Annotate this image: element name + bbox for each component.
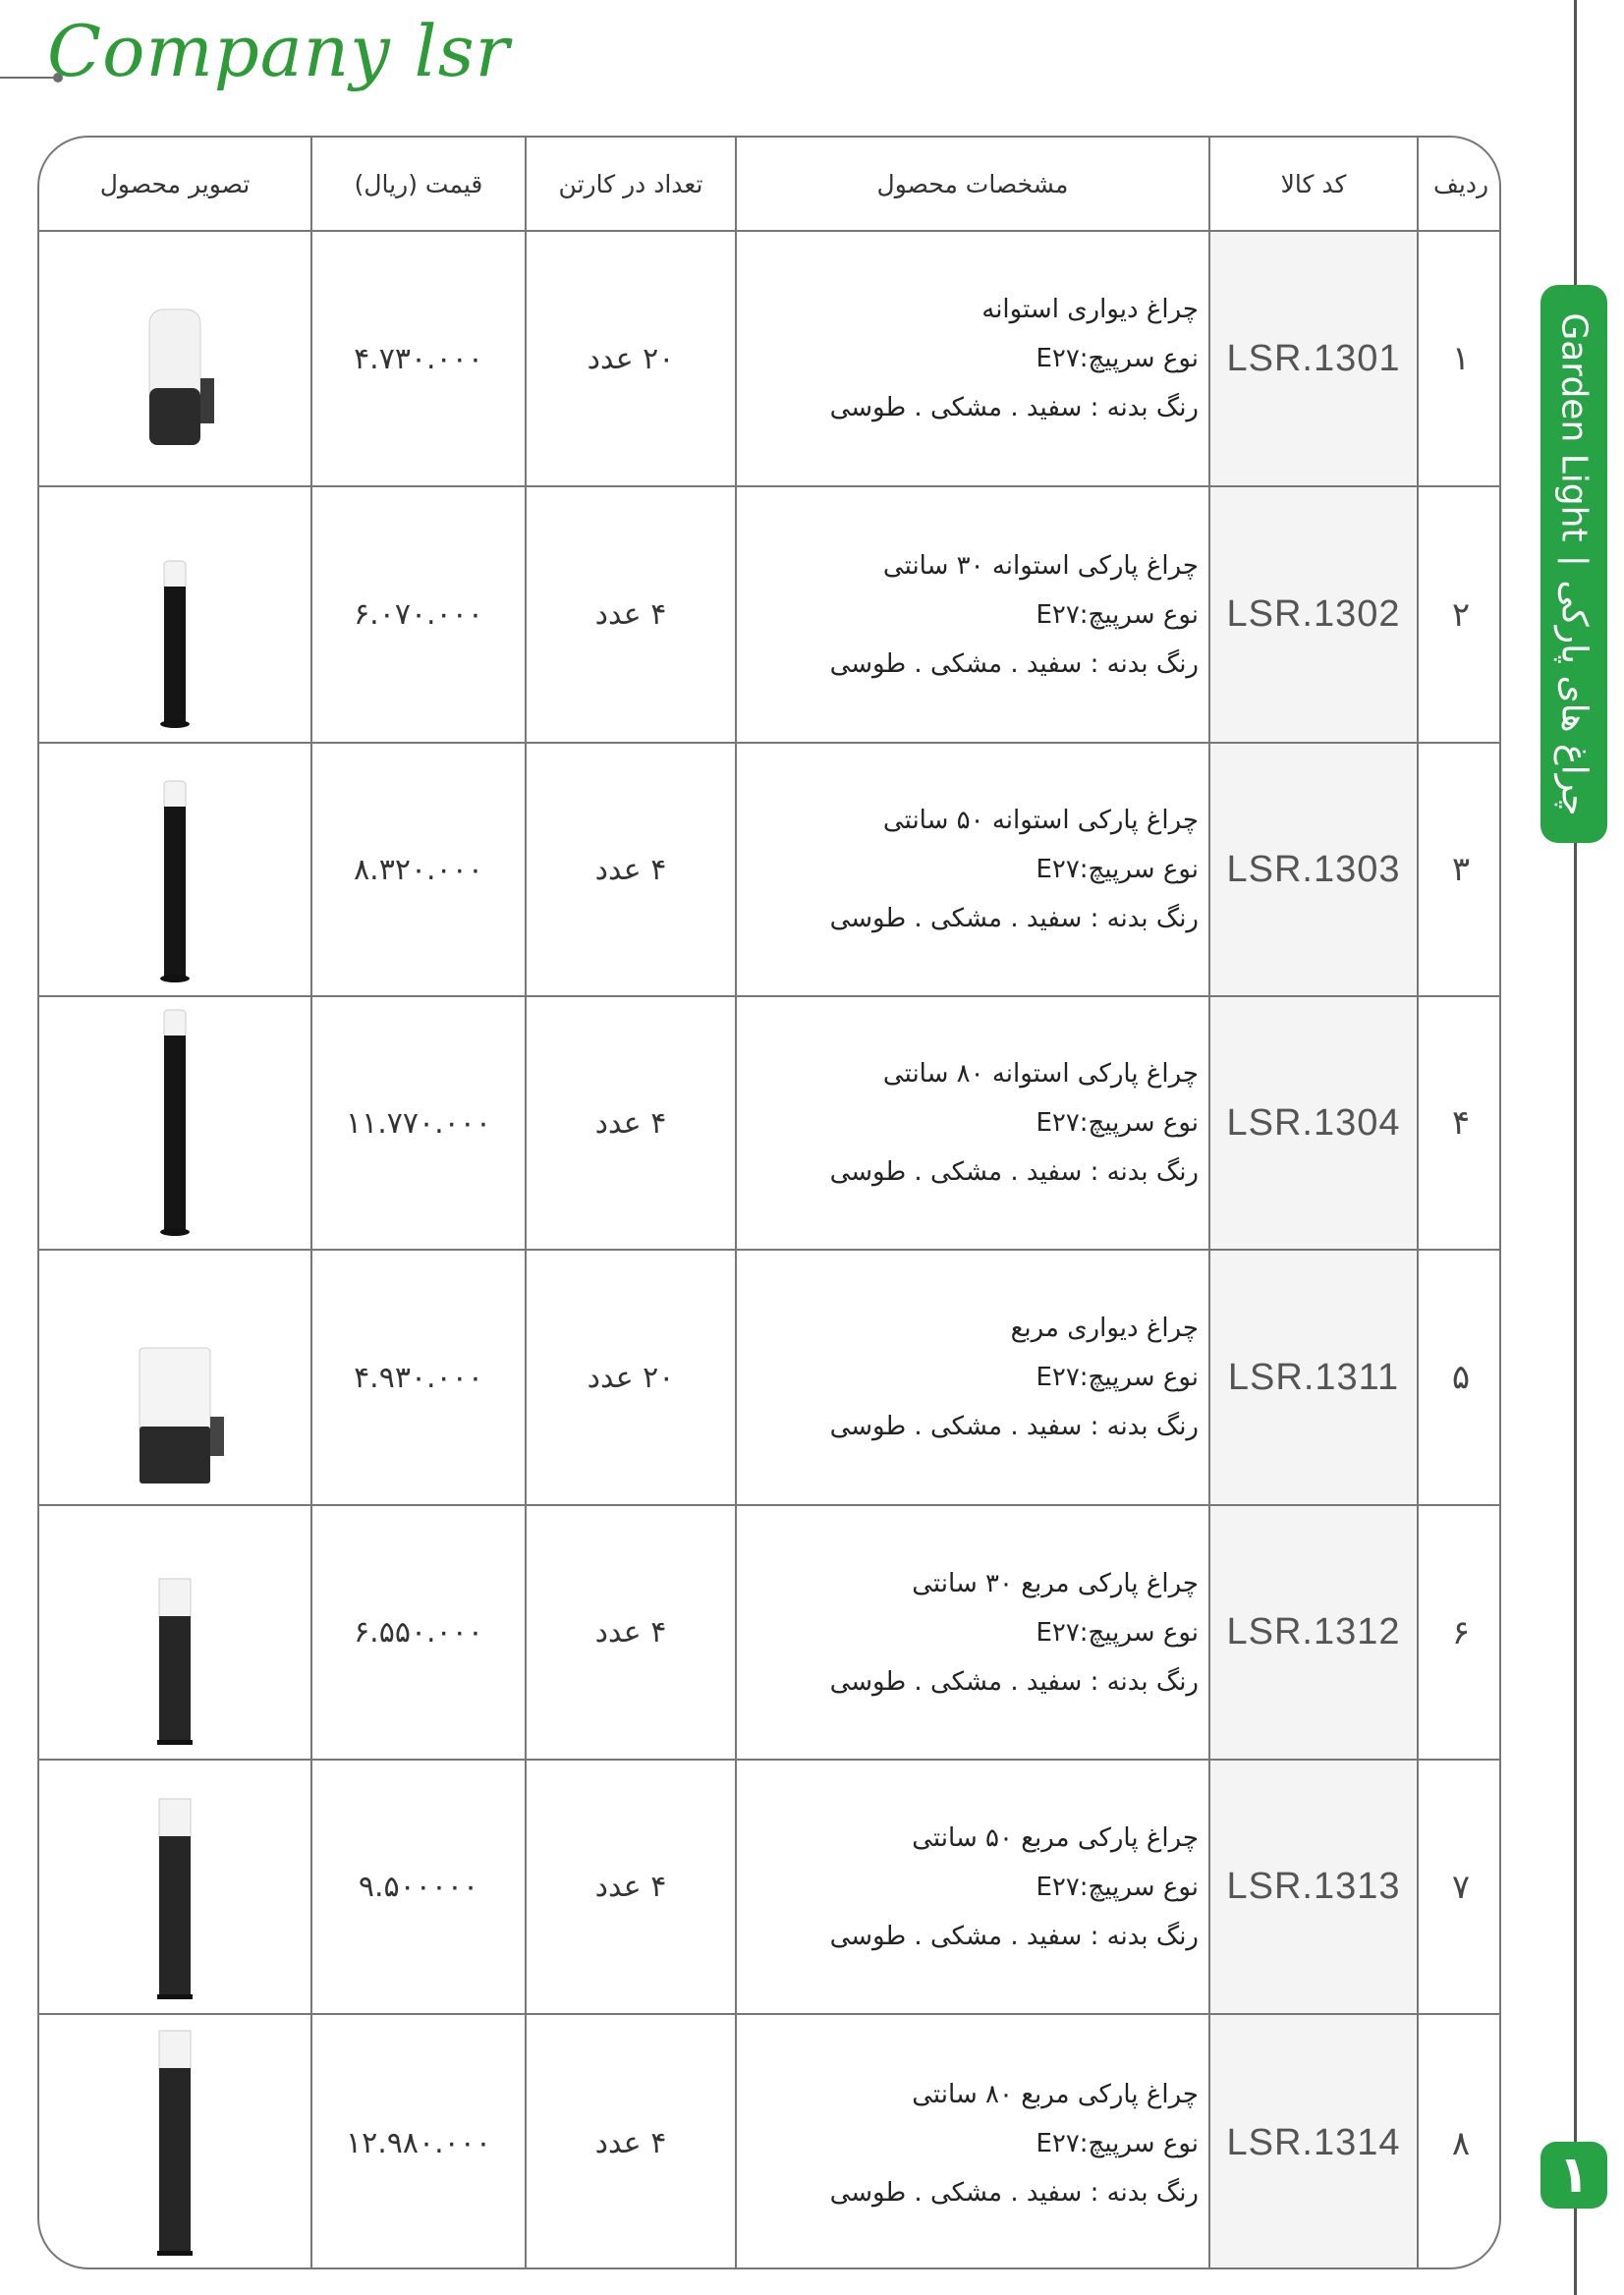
spec-name: چراغ پارکی مربع ۸۰ سانتی — [912, 2079, 1199, 2109]
column-divider — [310, 138, 312, 2267]
lamp-illustration — [116, 1515, 234, 1751]
specs-cell — [737, 1506, 1208, 1759]
table-row — [39, 997, 1499, 1251]
specs-cell — [737, 487, 1208, 742]
price-cell: ۶.۰۷۰.۰۰۰ — [354, 597, 483, 632]
specs-cell — [737, 997, 1208, 1249]
page-number: ۱ — [1540, 2142, 1607, 2209]
product-image — [39, 744, 310, 995]
spec-color: رنگ بدنه : سفید . مشکی . طوسی — [829, 1412, 1199, 1441]
row-index-cell: ۷ — [1451, 1867, 1471, 1907]
header-code: کد کالا — [1280, 169, 1347, 198]
specs-cell — [737, 744, 1208, 995]
price-table — [37, 136, 1501, 2269]
table-row — [39, 1506, 1499, 1761]
product-image — [39, 997, 310, 1249]
lamp-illustration — [116, 241, 234, 476]
row-index-cell: ۱ — [1451, 339, 1471, 378]
spec-name: چراغ پارکی استوانه ۵۰ سانتی — [882, 806, 1199, 835]
product-code-cell: LSR.1301 — [1210, 232, 1417, 485]
spec-color: رنگ بدنه : سفید . مشکی . طوسی — [829, 393, 1199, 422]
specs-cell — [737, 1251, 1208, 1504]
lamp-illustration — [116, 497, 234, 733]
column-divider — [525, 138, 527, 2267]
product-code-cell: LSR.1314 — [1210, 2015, 1417, 2269]
price-cell: ۴.۹۳۰.۰۰۰ — [354, 1360, 483, 1395]
price-cell: ۱۲.۹۸۰.۰۰۰ — [346, 2126, 491, 2160]
specs-cell — [737, 2015, 1208, 2269]
spec-color: رنگ بدنه : سفید . مشکی . طوسی — [829, 1157, 1199, 1187]
table-header — [39, 138, 1499, 232]
spec-name: چراغ پارکی استوانه ۳۰ سانتی — [882, 550, 1199, 581]
column-divider — [735, 138, 737, 2267]
price-cell: ۶.۵۵۰.۰۰۰ — [354, 1615, 483, 1650]
carton-qty-cell: ۲۰ عدد — [587, 341, 675, 376]
carton-qty-cell: ۴ عدد — [594, 1105, 667, 1141]
carton-qty-cell: ۴ عدد — [594, 1870, 667, 1904]
price-cell: ۹.۵۰۰۰۰۰ — [358, 1870, 479, 1904]
company-logo: Company lsr — [47, 10, 511, 92]
row-index-cell: ۶ — [1451, 1612, 1471, 1652]
product-code-cell: LSR.1313 — [1210, 1761, 1417, 2013]
lamp-illustration — [116, 1259, 234, 1495]
row-index-cell: ۸ — [1451, 2123, 1471, 2163]
specs-cell — [737, 1761, 1208, 2013]
price-cell: ۸.۳۲۰.۰۰۰ — [354, 852, 483, 887]
lamp-illustration — [116, 1005, 234, 1241]
spec-socket: نوع سرپیچ:E۲۷ — [1036, 1363, 1199, 1392]
carton-qty-cell: ۴ عدد — [594, 852, 667, 887]
header-index: ردیف — [1432, 169, 1489, 198]
header-price: قیمت (ریال) — [354, 169, 483, 198]
spec-name: چراغ پارکی مربع ۳۰ سانتی — [912, 1568, 1199, 1598]
spec-socket: نوع سرپیچ:E۲۷ — [1036, 2128, 1199, 2158]
product-image — [39, 232, 310, 485]
category-separator — [1558, 559, 1590, 562]
spec-color: رنگ بدنه : سفید . مشکی . طوسی — [829, 904, 1199, 933]
spec-color: رنگ بدنه : سفید . مشکی . طوسی — [829, 1666, 1199, 1697]
spec-socket: نوع سرپیچ:E۲۷ — [1036, 1617, 1199, 1648]
spec-socket: نوع سرپیچ:E۲۷ — [1036, 1872, 1199, 1902]
product-image — [39, 1251, 310, 1504]
price-cell: ۱۱.۷۷۰.۰۰۰ — [346, 1105, 491, 1141]
table-row — [39, 1761, 1499, 2015]
row-index-cell: ۲ — [1451, 594, 1471, 635]
category-title-fa: چراغ های پارکی — [1553, 580, 1595, 816]
spec-socket: نوع سرپیچ:E۲۷ — [1036, 599, 1199, 630]
table-row — [39, 487, 1499, 744]
column-divider — [1417, 138, 1419, 2267]
specs-cell — [737, 232, 1208, 485]
carton-qty-cell: ۲۰ عدد — [587, 1360, 675, 1395]
spec-name: چراغ دیواری مربع — [1010, 1314, 1199, 1343]
category-title-en: Garden Light — [1553, 311, 1595, 542]
lamp-illustration — [116, 752, 234, 987]
spec-color: رنگ بدنه : سفید . مشکی . طوسی — [829, 2177, 1199, 2208]
row-index-cell: ۴ — [1451, 1103, 1471, 1143]
row-index-cell: ۵ — [1451, 1358, 1471, 1397]
product-code-cell: LSR.1302 — [1210, 487, 1417, 742]
product-image — [39, 2015, 310, 2269]
header-image: تصویر محصول — [99, 169, 251, 198]
spec-socket: نوع سرپیچ:E۲۷ — [1036, 344, 1199, 373]
product-code-cell: LSR.1304 — [1210, 997, 1417, 1249]
carton-qty-cell: ۴ عدد — [594, 1615, 667, 1650]
spec-socket: نوع سرپیچ:E۲۷ — [1036, 855, 1199, 884]
table-row — [39, 2015, 1499, 2269]
product-image — [39, 487, 310, 742]
row-index-cell: ۳ — [1451, 850, 1471, 889]
spec-color: رنگ بدنه : سفید . مشکی . طوسی — [829, 648, 1199, 679]
price-cell: ۴.۷۳۰.۰۰۰ — [354, 341, 483, 376]
carton-qty-cell: ۴ عدد — [594, 597, 667, 632]
carton-qty-cell: ۴ عدد — [594, 2126, 667, 2160]
table-row — [39, 232, 1499, 487]
header-specs: مشخصات محصول — [876, 169, 1069, 198]
header-qty: تعداد در کارتن — [558, 169, 703, 198]
product-image — [39, 1506, 310, 1759]
spec-socket: نوع سرپیچ:E۲۷ — [1036, 1108, 1199, 1138]
product-code-cell: LSR.1312 — [1210, 1506, 1417, 1759]
spec-name: چراغ دیواری استوانه — [981, 295, 1199, 324]
column-divider — [1208, 138, 1210, 2267]
product-code-cell: LSR.1311 — [1210, 1251, 1417, 1504]
category-tab — [1540, 285, 1607, 843]
product-image — [39, 1761, 310, 2013]
product-code-cell: LSR.1303 — [1210, 744, 1417, 995]
lamp-illustration — [116, 1769, 234, 2005]
spec-color: رنگ بدنه : سفید . مشکی . طوسی — [829, 1921, 1199, 1951]
table-row — [39, 744, 1499, 997]
lamp-illustration — [116, 2026, 234, 2262]
spec-name: چراغ پارکی استوانه ۸۰ سانتی — [882, 1059, 1199, 1089]
spec-name: چراغ پارکی مربع ۵۰ سانتی — [912, 1822, 1199, 1853]
table-row — [39, 1251, 1499, 1506]
